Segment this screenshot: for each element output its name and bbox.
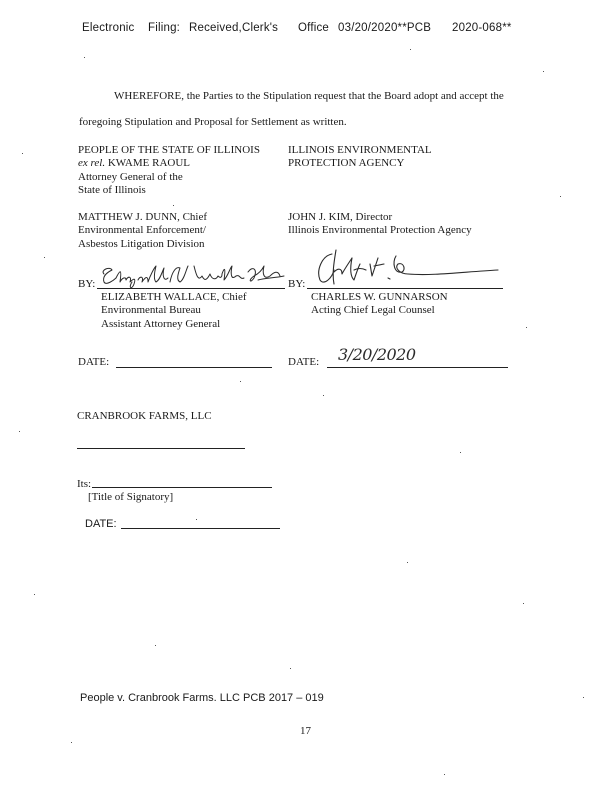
left-date-line <box>116 367 272 368</box>
left-signer-title-2: Assistant Attorney General <box>101 318 221 330</box>
right-party-line-2: PROTECTION AGENCY <box>288 157 405 169</box>
right-date-handwritten: 3/20/2020 <box>338 345 416 364</box>
right-date-label: DATE: <box>288 356 320 368</box>
right-signer-title: Acting Chief Legal Counsel <box>311 304 435 316</box>
left-signer-title-1: Environmental Bureau <box>101 304 201 316</box>
paragraph-line-2: foregoing Stipulation and Proposal for Settlement as written. <box>79 116 347 128</box>
cranbrook-name: CRANBROOK FARMS, LLC <box>77 410 212 422</box>
page-number: 17 <box>300 725 311 737</box>
footer-caption: People v. Cranbrook Farms. LLC PCB 2017 – 019 <box>80 692 324 704</box>
right-by-label: BY: <box>288 278 306 290</box>
left-party-line-3: Attorney General of the <box>78 171 183 183</box>
right-signer-name: CHARLES W. GUNNARSON <box>311 291 448 303</box>
left-official-line-2: Environmental Enforcement/ <box>78 224 206 236</box>
left-party-line-4: State of Illinois <box>78 184 146 196</box>
left-signature-image <box>98 262 290 292</box>
cranbrook-signature-line <box>77 448 245 449</box>
left-official-line-1: MATTHEW J. DUNN, Chief <box>78 211 208 223</box>
header-case-code: 2020-068** <box>452 22 512 34</box>
right-party-line-1: ILLINOIS ENVIRONMENTAL <box>288 144 432 156</box>
header-date-code: 03/20/2020**PCB <box>338 22 432 34</box>
left-party-line-1: PEOPLE OF THE STATE OF ILLINOIS <box>78 144 260 156</box>
right-official-line-1: JOHN J. KIM, Director <box>288 211 393 223</box>
attorney-general-name: KWAME RAOUL <box>107 157 191 169</box>
right-official-line-2: Illinois Environmental Protection Agency <box>288 224 472 236</box>
its-line <box>92 487 272 488</box>
paragraph-line-1: WHEREFORE, the Parties to the Stipulation request that the Board adopt and accept the <box>114 90 504 102</box>
cranbrook-date-label: DATE: <box>85 518 117 530</box>
title-of-signatory: [Title of Signatory] <box>88 491 174 503</box>
header-filing: Filing: <box>148 22 181 34</box>
header-received: Received,Clerk's <box>189 22 279 34</box>
left-by-label: BY: <box>78 278 96 290</box>
ex-rel-label: ex rel. <box>78 157 106 169</box>
header-electronic: Electronic <box>82 22 135 34</box>
header-office: Office <box>298 22 330 34</box>
left-date-label: DATE: <box>78 356 110 368</box>
left-signer-name: ELIZABETH WALLACE, Chief <box>101 291 247 303</box>
its-label: Its: <box>77 478 92 490</box>
left-party-line-2 <box>78 157 190 171</box>
right-signature-image <box>312 244 502 292</box>
left-official-line-3: Asbestos Litigation Division <box>78 238 205 250</box>
cranbrook-date-line <box>121 528 280 529</box>
right-date-line <box>327 367 508 368</box>
